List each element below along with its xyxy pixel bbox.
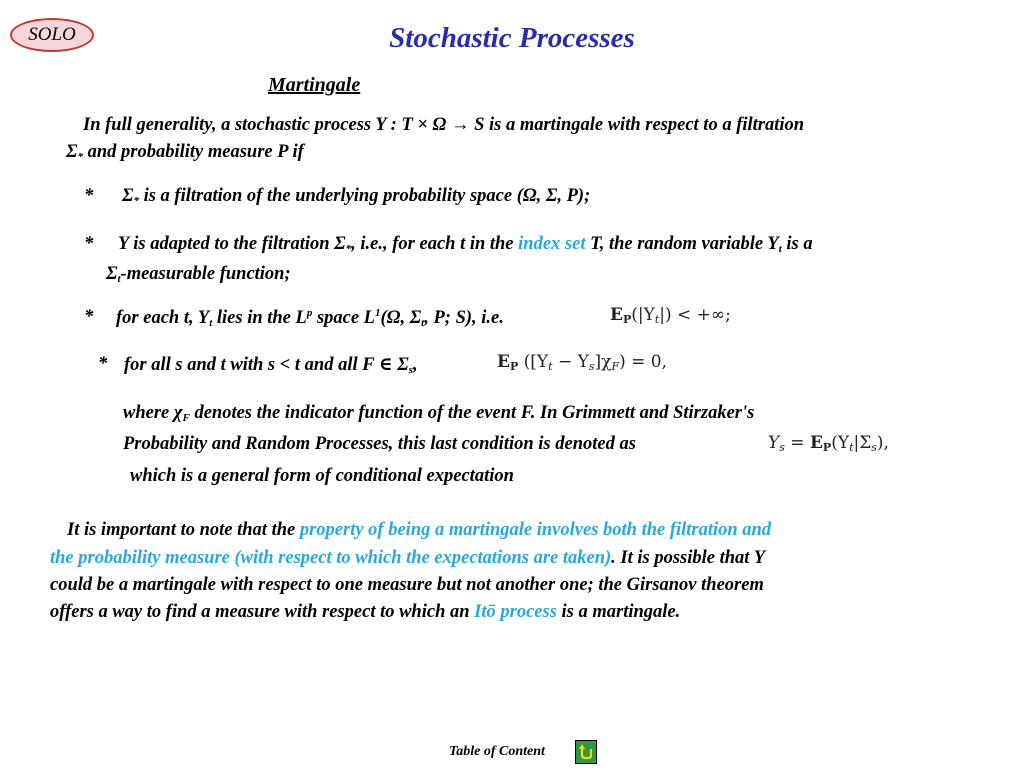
- closing-line-2: the probability measure (with respect to which the expectations are taken). It is possible that Y: [50, 548, 766, 568]
- where-line-1: where $\chi_F$ denotes the indicator function of the event F. In Grimmett and Stirzaker's: [123, 403, 755, 424]
- solo-badge-label: SOLO: [28, 24, 76, 45]
- return-arrow-icon: [578, 743, 594, 761]
- formula-expectation-finite: $E_P(|Y_t|)$ < +∞;: [610, 305, 731, 326]
- bullet-1-text: $\Sigma_*$ is a filtration of the underlying probability space (Ω, Σ, P);: [122, 186, 591, 207]
- where-line-3: which is a general form of conditional expectation: [130, 466, 514, 486]
- bullet-2-star: *: [84, 234, 94, 254]
- bullet-2-line-2: $\Sigma_t$-measurable function;: [106, 264, 291, 285]
- bullet-3-star: *: [84, 307, 94, 327]
- closing-line-1: It is important to note that the property of being a martingale involves both the filtration and: [67, 520, 772, 540]
- intro-line-2: $\Sigma_*$ and probability measure P if: [66, 142, 304, 163]
- bullet-4-text: for all s and t with s < t and all F ∈ $\Sigma_s$,: [124, 355, 418, 376]
- martingale-property-link[interactable]: property of being a martingale involves both the filtration and: [299, 520, 772, 540]
- where-line-2: Probability and Random Processes, this last condition is denoted as: [123, 434, 636, 454]
- table-of-content-button[interactable]: [575, 740, 597, 764]
- bullet-1-star: *: [84, 186, 94, 206]
- bullet-2-line-1: Y is adapted to the filtration $\Sigma_*$, i.e., for each t in the index set T, the random variable $Y_t$ is a: [118, 234, 813, 255]
- formula-conditional-expectation: $Y_s = E_P(Y_t|\Sigma_s)$,: [768, 433, 889, 454]
- ito-process-link[interactable]: Itō process: [474, 602, 557, 622]
- table-of-content-link[interactable]: Table of Content: [449, 744, 545, 759]
- formula-martingale-condition: $E_P$ $([Y_t - Y_s]\chi_F) = 0$,: [497, 352, 667, 373]
- bullet-4-star: *: [98, 354, 108, 374]
- page-title: Stochastic Processes: [389, 22, 635, 54]
- intro-line-1: In full generality, a stochastic process Y : T × Ω → S is a martingale with respect to a filtration: [83, 115, 805, 135]
- probability-measure-link[interactable]: the probability measure (with respect to which the expectations are taken): [50, 548, 612, 568]
- closing-line-3: could be a martingale with respect to one measure but not another one; the Girsanov theorem: [50, 575, 764, 595]
- bullet-3-text: for each t, $Y_t$ lies in the $L^p$ space $L^1(\Omega$, $\Sigma_t$, P; S), i.e.: [116, 307, 504, 329]
- section-subtitle: Martingale: [268, 74, 361, 96]
- index-set-link[interactable]: index set: [518, 234, 586, 254]
- closing-line-4: offers a way to find a measure with respect to which an Itō process is a martingale.: [50, 602, 681, 622]
